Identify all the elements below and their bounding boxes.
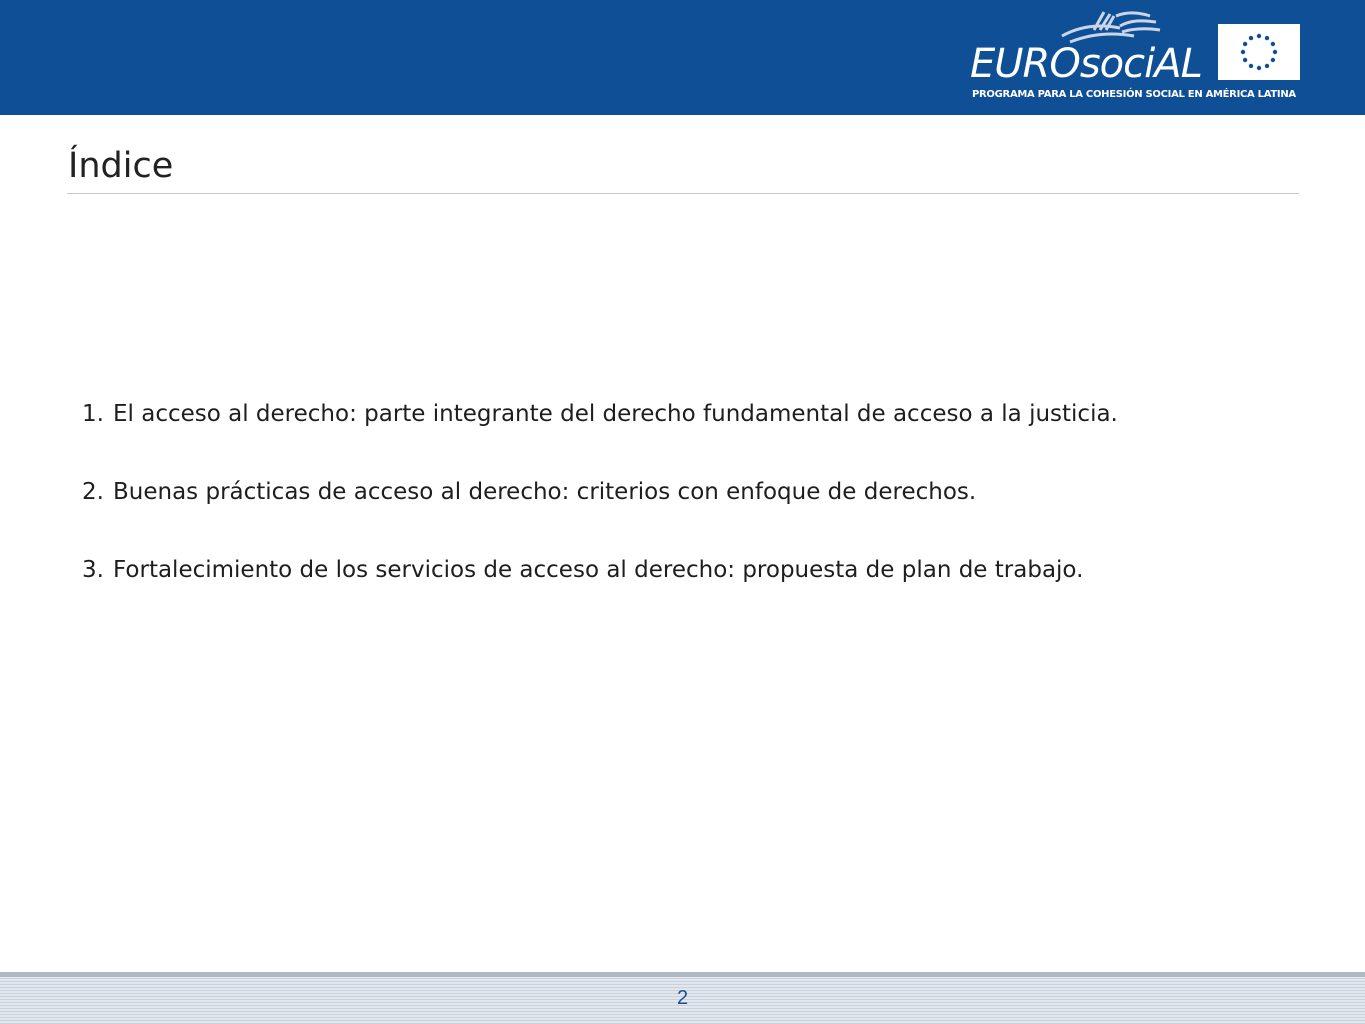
- item-number: 2.: [82, 479, 104, 505]
- item-text: Buenas prácticas de acceso al derecho: criterios con enfoque de derechos.: [113, 479, 977, 505]
- list-item: [82, 473, 1118, 511]
- logo-tagline: PROGRAMA PARA LA COHESIÓN SOCIAL EN AMÉRICA LATINA: [972, 89, 1296, 100]
- logo-wordmark: EUROsociAL: [970, 41, 1202, 87]
- eu-flag-icon: [1218, 24, 1300, 80]
- item-text: El acceso al derecho: parte integrante del derecho fundamental de acceso a la justicia.: [113, 401, 1118, 427]
- header-banner: [0, 0, 1365, 115]
- hands-logo-icon: [1050, 6, 1170, 46]
- item-number: 3.: [82, 557, 104, 583]
- list-item: [82, 395, 1118, 433]
- eurosocial-logo: [960, 6, 1305, 110]
- list-item: [82, 551, 1118, 589]
- slide-title: Índice: [68, 146, 174, 186]
- page-number: 2: [676, 987, 689, 1009]
- item-text: Fortalecimiento de los servicios de acceso al derecho: propuesta de plan de trabajo.: [113, 557, 1084, 583]
- title-divider: [67, 193, 1299, 194]
- item-number: 1.: [82, 401, 104, 427]
- index-list: [82, 395, 1118, 629]
